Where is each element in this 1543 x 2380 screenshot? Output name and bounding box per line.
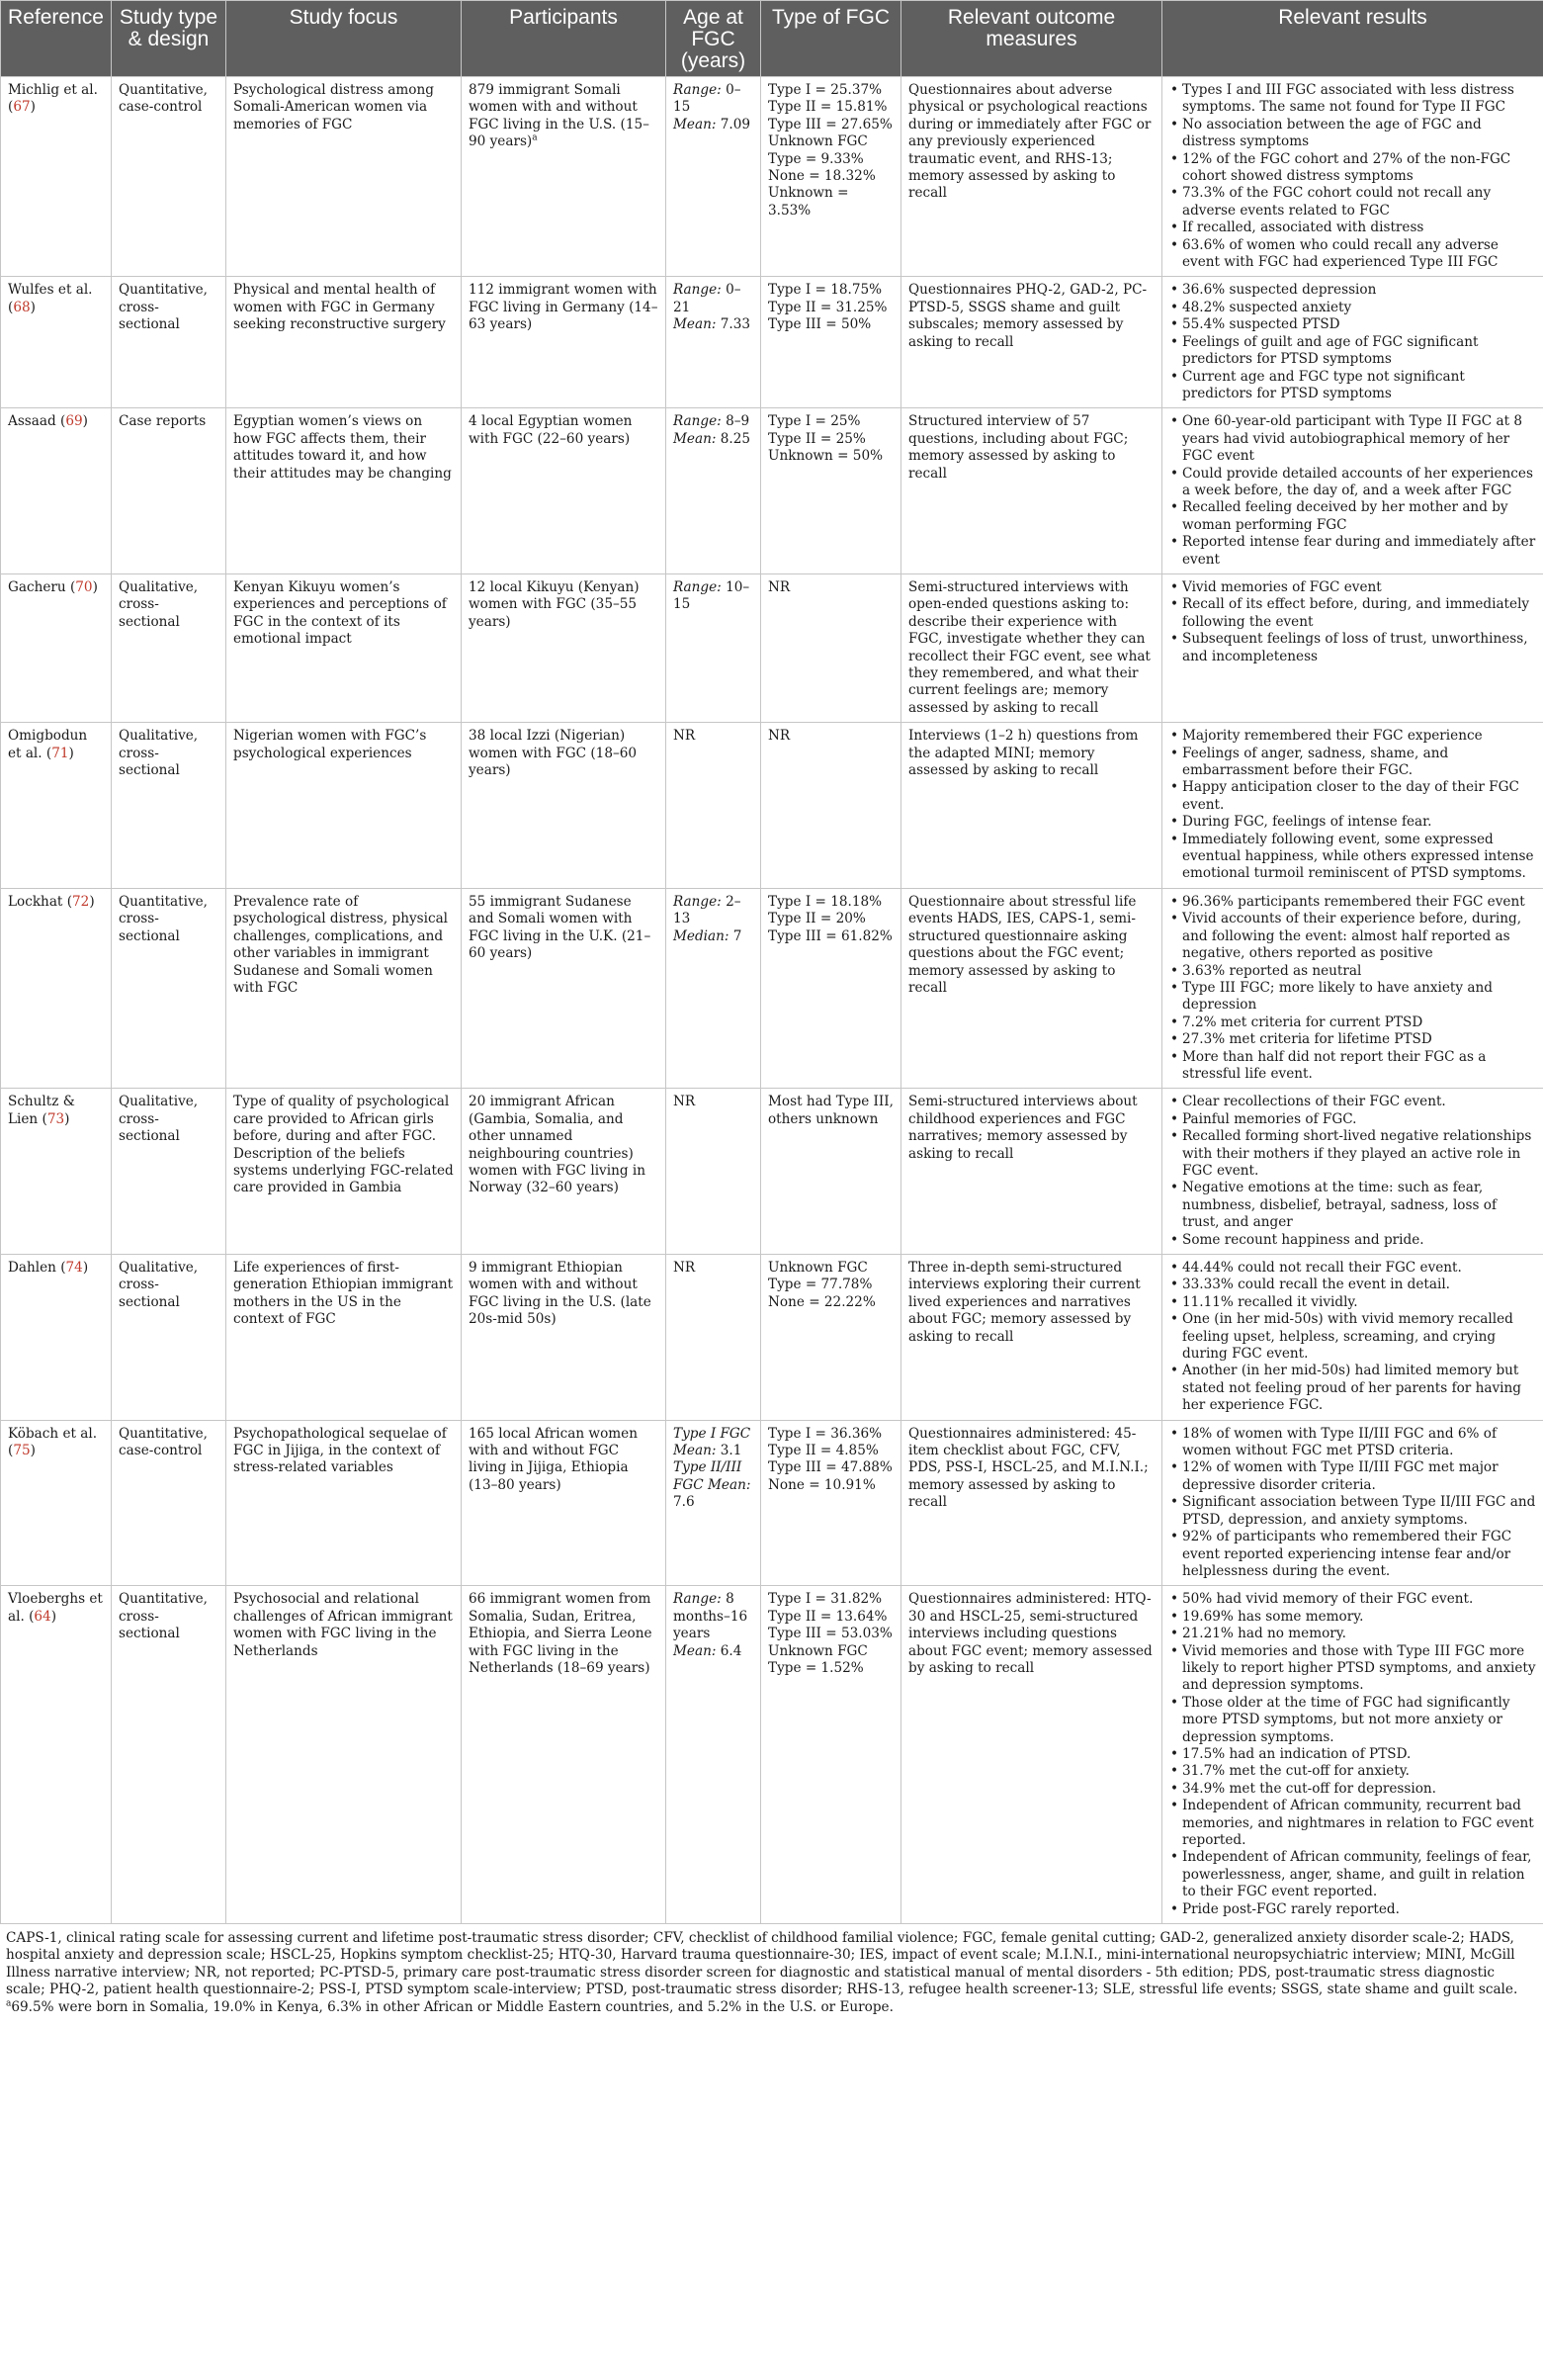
fgc-type-entry: Type III = 61.82%	[768, 927, 893, 944]
age-entry	[673, 579, 753, 614]
cell-participants	[462, 723, 666, 889]
participants-text: 112 immigrant women with FGC living in Germany (14–63 years)	[469, 282, 658, 333]
cell-outcome-measures: Semi-structured interviews with open-ended questions asking to: describe their experience with FGC, investigate whether they can recollect their FGC event, see what they remembered, and what their current feelings are; memory assessed by asking to recall	[901, 573, 1162, 722]
reference-author: Dahlen	[8, 1260, 56, 1276]
cell-reference: Köbach et al. (75)	[1, 1420, 112, 1586]
age-value: 0–15	[673, 82, 741, 116]
result-item: • Recalled forming short-lived negative relationships with their mothers if they played an active role in FGC event.	[1182, 1128, 1536, 1180]
age-value: 7	[732, 927, 742, 944]
result-item: • Type III FGC; more likely to have anxiety and depression	[1182, 980, 1536, 1014]
age-entry	[673, 1459, 753, 1511]
age-entry	[673, 316, 753, 333]
age-value: 0–21	[673, 282, 741, 315]
footnote-a	[6, 1999, 1537, 2016]
cell-study-design: Qualitative, cross-sectional	[112, 573, 226, 722]
cell-relevant-results	[1162, 723, 1543, 889]
fgc-type-entry: Unknown = 3.53%	[768, 185, 853, 219]
result-item: • No association between the age of FGC and distress symptoms	[1182, 117, 1536, 151]
header-study-focus: Study focus	[226, 1, 462, 77]
fgc-type-entry: NR	[768, 578, 791, 595]
header-relevant-results: Relevant results	[1162, 1, 1543, 77]
result-item: • Vivid accounts of their experience before, during, and following the event: almost half reported as negative, others reported as positive	[1182, 911, 1536, 962]
table-row	[1, 1420, 1543, 1586]
results-list	[1169, 1591, 1536, 1918]
result-item: • Recall of its effect before, during, and immediately following the event	[1182, 596, 1536, 631]
age-label: Mean:	[673, 116, 717, 132]
age-value: 8–9	[726, 413, 750, 430]
cell-reference: Michlig et al. (67)	[1, 77, 112, 277]
cell-relevant-results	[1162, 277, 1543, 408]
age-label: Range:	[673, 282, 722, 299]
fgc-type-entry: Unknown FGC	[768, 1642, 868, 1659]
cell-study-design: Quantitative, case-control	[112, 1420, 226, 1586]
cell-age-at-fgc	[666, 277, 761, 408]
header-reference: Reference	[1, 1, 112, 77]
result-item: • 17.5% had an indication of PTSD.	[1182, 1746, 1536, 1763]
age-entry	[673, 1260, 753, 1277]
cell-study-design: Quantitative, cross-sectional	[112, 1586, 226, 1924]
age-value: 7.09	[720, 116, 751, 132]
result-item: • Recalled feeling deceived by her mother and by woman performing FGC	[1182, 499, 1536, 534]
result-item: • 34.9% met the cut-off for depression.	[1182, 1781, 1536, 1798]
cell-study-design: Case reports	[112, 408, 226, 574]
result-item: • Some recount happiness and pride.	[1182, 1232, 1536, 1249]
reference-author: Assaad	[8, 413, 56, 430]
age-entry	[673, 413, 753, 430]
fgc-type-entry: Type I = 25.37%	[768, 82, 883, 98]
reference-link[interactable]: 69	[65, 413, 83, 430]
result-item: • 3.63% reported as neutral	[1182, 963, 1536, 980]
results-list	[1169, 282, 1536, 402]
footnote-abbreviations: CAPS-1, clinical rating scale for assessing current and lifetime post-traumatic stress disorder; CFV, checklist of childhood familial violence; FGC, female genital cutting; GAD-2, generalized anxiety disorder scale-2; HADS, hospital anxiety and depression scale; HSCL-25, Hopkins symptom checklist-25; HTQ-30, Harvard trauma questionnaire-30; IES, impact of event scale; M.I.N.I., mini-international neuropsychiatric interview; MINI, McGill Illness narrative interview; NR, not reported; PC-PTSD-5, primary care post-traumatic stress disorder screen for diagnostic and statistical manual of mental disorders - 5th edition; PDS, post-traumatic stress diagnostic scale; PHQ-2, patient health questionnaire-2; PSS-I, PTSD symptom scale-interview; PTSD, post-traumatic stress disorder; RHS-13, refugee health screener-13; SLE, stressful life events; SSGS, state shame and guilt scale.	[6, 1930, 1518, 1998]
result-item: • 19.69% has some memory.	[1182, 1609, 1536, 1626]
cell-participants	[462, 1586, 666, 1924]
table-body	[1, 77, 1543, 1924]
participants-text: 12 local Kikuyu (Kenyan) women with FGC (35–55 years)	[469, 578, 640, 630]
table-row	[1, 573, 1543, 722]
cell-relevant-results	[1162, 77, 1543, 277]
fgc-type-entry: Type I = 31.82%	[768, 1591, 883, 1608]
participants-text: 38 local Izzi (Nigerian) women with FGC (18–60 years)	[469, 728, 638, 779]
fgc-type-entry: Type II = 4.85%	[768, 1443, 879, 1459]
result-item: • Those older at the time of FGC had significantly more PTSD symptoms, but not more anxiety or depression symptoms.	[1182, 1695, 1536, 1746]
age-label: Mean:	[673, 430, 717, 447]
result-item: • 36.6% suspected depression	[1182, 282, 1536, 299]
cell-type-of-fgc	[761, 1586, 901, 1924]
age-value: 3.1	[720, 1443, 742, 1459]
cell-outcome-measures: Three in-depth semi-structured interviews exploring their current lived experiences and narratives about FGC; memory assessed by asking to recall	[901, 1255, 1162, 1421]
result-item: • Independent of African community, feelings of fear, powerlessness, anger, shame, and guilt in relation to their FGC event reported.	[1182, 1849, 1536, 1900]
fgc-type-entry: Type II = 25%	[768, 430, 866, 447]
result-item: • Independent of African community, recurrent bad memories, and nightmares in relation to FGC event reported.	[1182, 1798, 1536, 1849]
result-item: • 48.2% suspected anxiety	[1182, 300, 1536, 316]
header-age-at-fgc: Age at FGC (years)	[666, 1, 761, 77]
cell-participants	[462, 77, 666, 277]
result-item: • Happy anticipation closer to the day of their FGC event.	[1182, 779, 1536, 814]
fgc-type-entry: Type I = 25%	[768, 413, 861, 430]
cell-study-design: Quantitative, case-control	[112, 77, 226, 277]
cell-age-at-fgc	[666, 408, 761, 574]
cell-reference: Vloeberghs et al. (64)	[1, 1586, 112, 1924]
cell-relevant-results	[1162, 888, 1543, 1088]
cell-study-design: Qualitative, cross-sectional	[112, 723, 226, 889]
result-item: • One (in her mid-50s) with vivid memory recalled feeling upset, helpless, screaming, and crying during FGC event.	[1182, 1311, 1536, 1363]
results-list	[1169, 413, 1536, 569]
cell-age-at-fgc	[666, 1255, 761, 1421]
results-list	[1169, 579, 1536, 665]
age-value: 8.25	[720, 430, 751, 447]
result-item: • Clear recollections of their FGC event.	[1182, 1094, 1536, 1110]
age-entry	[673, 1591, 753, 1642]
cell-reference: Dahlen (74)	[1, 1255, 112, 1421]
cell-outcome-measures: Questionnaires administered: HTQ-30 and HSCL-25, semi-structured interviews including questions about FGC event; memory assessed by asking to recall	[901, 1586, 1162, 1924]
fgc-type-entry: None = 22.22%	[768, 1293, 876, 1310]
cell-outcome-measures: Questionnaires about adverse physical or psychological reactions during or immediately after FGC or any previously experienced traumatic event, and RHS-13; memory assessed by asking to recall	[901, 77, 1162, 277]
age-entry	[673, 1643, 753, 1660]
results-list	[1169, 1260, 1536, 1415]
result-item: • 55.4% suspected PTSD	[1182, 316, 1536, 333]
table-row	[1, 888, 1543, 1088]
participants-text: 9 immigrant Ethiopian women with and without FGC living in the U.S. (late 20s-mid 50s)	[469, 1260, 651, 1328]
age-label: Type I FGC Mean:	[673, 1425, 755, 1459]
table-footnotes	[0, 1924, 1543, 2016]
cell-study-focus: Type of quality of psychological care provided to African girls before, during and after FGC. Description of the beliefs systems underlying FGC-related care provided in Gambia	[226, 1089, 462, 1255]
result-item: • Another (in her mid-50s) had limited memory but stated not feeling proud of her parents for having her experience FGC.	[1182, 1363, 1536, 1414]
cell-type-of-fgc	[761, 77, 901, 277]
fgc-type-entry: Type III = 27.65%	[768, 116, 893, 132]
cell-reference: Gacheru (70)	[1, 573, 112, 722]
reference-author: Wulfes et al.	[8, 282, 93, 299]
result-item: • More than half did not report their FGC as a stressful life event.	[1182, 1049, 1536, 1084]
result-item: • 27.3% met criteria for lifetime PTSD	[1182, 1031, 1536, 1048]
cell-outcome-measures: Questionnaires PHQ-2, GAD-2, PC-PTSD-5, SSGS shame and guilt subscales; memory assessed by asking to recall	[901, 277, 1162, 408]
age-value: NR	[673, 1260, 696, 1276]
cell-study-focus: Prevalence rate of psychological distress, physical challenges, complications, and other variables in immigrant Sudanese and Somali women with FGC	[226, 888, 462, 1088]
fgc-type-entry: None = 10.91%	[768, 1476, 876, 1493]
age-label: Range:	[673, 578, 722, 595]
reference-author: Köbach et al.	[8, 1425, 98, 1442]
result-item: • Vivid memories and those with Type III FGC more likely to report higher PTSD symptoms, and anxiety and depression symptoms.	[1182, 1643, 1536, 1695]
result-item: • Pride post-FGC rarely reported.	[1182, 1901, 1536, 1918]
reference-link[interactable]: 67	[13, 99, 31, 116]
fgc-type-entry: Unknown = 50%	[768, 448, 884, 465]
age-entry	[673, 894, 753, 928]
cell-study-design: Qualitative, cross-sectional	[112, 1255, 226, 1421]
participants-text: 55 immigrant Sudanese and Somali women with FGC living in the U.K. (21–60 years)	[469, 893, 651, 962]
cell-relevant-results	[1162, 1255, 1543, 1421]
fgc-type-entry: Unknown FGC	[768, 1260, 868, 1276]
age-label: Range:	[673, 1591, 722, 1608]
header-outcome-measures: Relevant outcome measures	[901, 1, 1162, 77]
cell-type-of-fgc	[761, 277, 901, 408]
result-item: • 63.6% of women who could recall any adverse event with FGC had experienced Type III FGC	[1182, 237, 1536, 272]
age-entry	[673, 117, 753, 133]
cell-study-design: Qualitative, cross-sectional	[112, 1089, 226, 1255]
results-list	[1169, 82, 1536, 271]
cell-age-at-fgc	[666, 1586, 761, 1924]
footnote-a-text: 69.5% were born in Somalia, 19.0% in Kenya, 6.3% in other African or Middle Eastern countries, and 5.2% in the U.S. or Europe.	[11, 1998, 894, 2015]
reference-link[interactable]: 75	[13, 1443, 31, 1459]
age-value: 10–15	[673, 578, 750, 613]
cell-study-focus: Nigerian women with FGC’s psychological experiences	[226, 723, 462, 889]
cell-age-at-fgc	[666, 77, 761, 277]
fgc-type-entry: Type III = 47.88%	[768, 1459, 893, 1476]
age-label: Range:	[673, 82, 722, 98]
reference-link[interactable]: 64	[34, 1608, 51, 1625]
result-item: • 50% had vivid memory of their FGC event.	[1182, 1591, 1536, 1608]
age-value: 6.4	[720, 1642, 742, 1659]
result-item: • 31.7% met the cut-off for anxiety.	[1182, 1763, 1536, 1780]
cell-age-at-fgc	[666, 1420, 761, 1586]
fgc-type-entry: Type I = 18.18%	[768, 893, 883, 910]
fgc-type-entry: Type III = 53.03%	[768, 1626, 893, 1642]
reference-link[interactable]: 68	[13, 299, 31, 315]
result-item: • One 60-year-old participant with Type II FGC at 8 years had vivid autobiographical memory of her FGC event	[1182, 413, 1536, 465]
fgc-type-entry: Type II = 13.64%	[768, 1608, 888, 1625]
fgc-type-entry: Type III = 50%	[768, 316, 872, 333]
cell-reference: Schultz & Lien (73)	[1, 1089, 112, 1255]
result-item: • Significant association between Type II/III FGC and PTSD, depression, and anxiety symptoms.	[1182, 1494, 1536, 1529]
cell-reference: Assaad (69)	[1, 408, 112, 574]
cell-study-focus: Kenyan Kikuyu women’s experiences and perceptions of FGC in the context of its emotional impact	[226, 573, 462, 722]
age-label: Range:	[673, 893, 722, 910]
result-item: • If recalled, associated with distress	[1182, 220, 1536, 236]
result-item: • Immediately following event, some expressed eventual happiness, while others expressed intense emotional turmoil reminiscent of PTSD symptoms.	[1182, 832, 1536, 883]
cell-outcome-measures: Questionnaire about stressful life events HADS, IES, CAPS-1, semi-structured questionnaire asking questions about the FGC event; memory assessed by asking to recall	[901, 888, 1162, 1088]
result-item: • Negative emotions at the time: such as fear, numbness, disbelief, betrayal, sadness, loss of trust, and anger	[1182, 1180, 1536, 1231]
cell-type-of-fgc	[761, 1089, 901, 1255]
age-entry	[673, 928, 753, 945]
cell-study-focus: Physical and mental health of women with FGC in Germany seeking reconstructive surgery	[226, 277, 462, 408]
cell-study-focus: Life experiences of first-generation Ethiopian immigrant mothers in the US in the context of FGC	[226, 1255, 462, 1421]
results-list	[1169, 1426, 1536, 1581]
cell-study-design: Quantitative, cross-sectional	[112, 888, 226, 1088]
reference-link[interactable]: 71	[51, 745, 69, 761]
age-label: Median:	[673, 927, 729, 944]
cell-study-focus: Psychosocial and relational challenges of African immigrant women with FGC living in the Netherlands	[226, 1586, 462, 1924]
result-item: • 44.44% could not recall their FGC event.	[1182, 1260, 1536, 1277]
cell-reference: Lockhat (72)	[1, 888, 112, 1088]
result-item: • 92% of participants who remembered their FGC event reported experiencing intense fear and/or helplessness during the event.	[1182, 1529, 1536, 1580]
result-item: • 12% of women with Type II/III FGC met major depressive disorder criteria.	[1182, 1459, 1536, 1494]
cell-study-focus: Psychopathological sequelae of FGC in Jijiga, in the context of stress-related variables	[226, 1420, 462, 1586]
table-row	[1, 723, 1543, 889]
age-label: Type II/III FGC Mean:	[673, 1459, 751, 1493]
age-entry	[673, 82, 753, 117]
participants-text: 165 local African women with and without FGC living in Jijiga, Ethiopia (13–80 years)	[469, 1425, 638, 1493]
age-value: NR	[673, 1094, 696, 1110]
age-value: 2–13	[673, 893, 741, 927]
table-header-row	[1, 1, 1543, 77]
result-item: • 21.21% had no memory.	[1182, 1626, 1536, 1642]
reference-author: Omigbodun et al.	[8, 728, 88, 761]
results-list	[1169, 728, 1536, 883]
fgc-type-entry: Type = 9.33%	[768, 150, 864, 167]
age-value: 7.6	[673, 1494, 695, 1511]
cell-participants	[462, 573, 666, 722]
participants-text: 879 immigrant Somali women with and without FGC living in the U.S. (15–90 years)	[469, 82, 649, 150]
result-item: • Feelings of anger, sadness, shame, and embarrassment before their FGC.	[1182, 746, 1536, 780]
fgc-type-entry: Type II = 15.81%	[768, 99, 888, 116]
cell-type-of-fgc	[761, 408, 901, 574]
reference-link[interactable]: 70	[75, 578, 93, 595]
table-row	[1, 408, 1543, 574]
result-item: • During FGC, feelings of intense fear.	[1182, 814, 1536, 831]
age-entry	[673, 728, 753, 745]
result-item: • 18% of women with Type II/III FGC and 6% of women without FGC met PTSD criteria.	[1182, 1426, 1536, 1460]
fgc-type-entry: Type = 1.52%	[768, 1659, 864, 1676]
result-item: • 12% of the FGC cohort and 27% of the non-FGC cohort showed distress symptoms	[1182, 151, 1536, 186]
age-label: Mean:	[673, 316, 717, 333]
table-row	[1, 1586, 1543, 1924]
result-item: • Vivid memories of FGC event	[1182, 579, 1536, 596]
table-row	[1, 1089, 1543, 1255]
cell-participants	[462, 408, 666, 574]
cell-outcome-measures: Interviews (1–2 h) questions from the adapted MINI; memory assessed by asking to recall	[901, 723, 1162, 889]
age-entry	[673, 1094, 753, 1110]
age-entry	[673, 431, 753, 448]
reference-author: Schultz & Lien	[8, 1094, 75, 1127]
cell-type-of-fgc	[761, 888, 901, 1088]
table-row	[1, 77, 1543, 277]
cell-type-of-fgc	[761, 723, 901, 889]
footnote-a-mark: a	[6, 1998, 12, 2009]
fgc-type-entry: NR	[768, 728, 791, 745]
cell-outcome-measures: Semi-structured interviews about childhood experiences and FGC narratives; memory assessed by asking to recall	[901, 1089, 1162, 1255]
reference-author: Vloeberghs et al.	[8, 1591, 103, 1625]
result-item: • Subsequent feelings of loss of trust, unworthiness, and incompleteness	[1182, 631, 1536, 665]
cell-study-focus: Egyptian women’s views on how FGC affects them, their attitudes toward it, and how their attitudes may be changing	[226, 408, 462, 574]
participants-text: 66 immigrant women from Somalia, Sudan, Eritrea, Ethiopia, and Sierra Leone with FGC living in the Netherlands (18–69 years)	[469, 1591, 652, 1676]
cell-relevant-results	[1162, 1089, 1543, 1255]
reference-author: Michlig et al.	[8, 82, 98, 98]
reference-author: Lockhat	[8, 893, 63, 910]
fgc-type-entry: Unknown FGC	[768, 133, 868, 150]
cell-relevant-results	[1162, 1586, 1543, 1924]
cell-outcome-measures: Questionnaires administered: 45-item checklist about FGC, CFV, PDS, PSS-I, HSCL-25, and M.I.N.I.; memory assessed by asking to recall	[901, 1420, 1162, 1586]
cell-outcome-measures: Structured interview of 57 questions, including about FGC; memory assessed by asking to recall	[901, 408, 1162, 574]
fgc-type-entry: Type II = 20%	[768, 911, 866, 927]
cell-participants	[462, 1420, 666, 1586]
cell-participants	[462, 1089, 666, 1255]
cell-type-of-fgc	[761, 573, 901, 722]
age-value: 8 months–16 years	[673, 1591, 752, 1642]
result-item: • 33.33% could recall the event in detail.	[1182, 1277, 1536, 1293]
cell-reference: Omigbodun et al. (71)	[1, 723, 112, 889]
fgc-type-entry: Type I = 18.75%	[768, 282, 883, 299]
cell-study-design: Quantitative, cross-sectional	[112, 277, 226, 408]
result-item: • 7.2% met criteria for current PTSD	[1182, 1014, 1536, 1031]
cell-reference: Wulfes et al. (68)	[1, 277, 112, 408]
result-item: • Types I and III FGC associated with less distress symptoms. The same not found for Type II FGC	[1182, 82, 1536, 117]
result-item: • Painful memories of FGC.	[1182, 1111, 1536, 1128]
cell-type-of-fgc	[761, 1420, 901, 1586]
fgc-type-entry: Most had Type III, others unknown	[768, 1094, 899, 1127]
cell-age-at-fgc	[666, 723, 761, 889]
result-item: • Feelings of guilt and age of FGC significant predictors for PTSD symptoms	[1182, 334, 1536, 369]
cell-age-at-fgc	[666, 573, 761, 722]
table-row	[1, 1255, 1543, 1421]
cell-study-focus: Psychological distress among Somali-American women via memories of FGC	[226, 77, 462, 277]
header-study-type: Study type & design	[112, 1, 226, 77]
table-row	[1, 277, 1543, 408]
fgc-type-entry: Type = 77.78%	[768, 1277, 873, 1293]
results-list	[1169, 1094, 1536, 1249]
result-item: • Reported intense fear during and immediately after event	[1182, 534, 1536, 569]
fgc-type-entry: Type II = 31.25%	[768, 299, 888, 315]
cell-participants	[462, 277, 666, 408]
reference-link[interactable]: 72	[72, 893, 90, 910]
cell-type-of-fgc	[761, 1255, 901, 1421]
fgc-type-entry: None = 18.32%	[768, 168, 876, 185]
header-participants: Participants	[462, 1, 666, 77]
age-entry	[673, 1426, 753, 1460]
reference-author: Gacheru	[8, 578, 66, 595]
result-item: • Majority remembered their FGC experience	[1182, 728, 1536, 745]
footnote-marker: a	[532, 132, 538, 143]
reference-link[interactable]: 74	[65, 1260, 83, 1276]
age-entry	[673, 282, 753, 316]
participants-text: 4 local Egyptian women with FGC (22–60 years)	[469, 413, 633, 447]
result-item: • 73.3% of the FGC cohort could not recall any adverse events related to FGC	[1182, 185, 1536, 220]
age-label: Mean:	[673, 1642, 717, 1659]
age-value: NR	[673, 728, 696, 745]
cell-relevant-results	[1162, 573, 1543, 722]
result-item: • Could provide detailed accounts of her experiences a week before, the day of, and a week after FGC	[1182, 466, 1536, 500]
participants-text: 20 immigrant African (Gambia, Somalia, and other unnamed neighbouring countries) women with FGC living in Norway (32–60 years)	[469, 1094, 645, 1196]
result-item: • 11.11% recalled it vividly.	[1182, 1294, 1536, 1311]
age-label: Range:	[673, 413, 722, 430]
fgc-type-entry: Type I = 36.36%	[768, 1425, 883, 1442]
reference-link[interactable]: 73	[46, 1110, 65, 1127]
cell-relevant-results	[1162, 1420, 1543, 1586]
header-type-of-fgc: Type of FGC	[761, 1, 901, 77]
cell-age-at-fgc	[666, 1089, 761, 1255]
result-item: • 96.36% participants remembered their FGC event	[1182, 894, 1536, 911]
cell-participants	[462, 1255, 666, 1421]
cell-relevant-results	[1162, 408, 1543, 574]
age-value: 7.33	[720, 316, 751, 333]
result-item: • Current age and FGC type not significant predictors for PTSD symptoms	[1182, 369, 1536, 403]
results-list	[1169, 894, 1536, 1083]
cell-age-at-fgc	[666, 888, 761, 1088]
cell-participants	[462, 888, 666, 1088]
